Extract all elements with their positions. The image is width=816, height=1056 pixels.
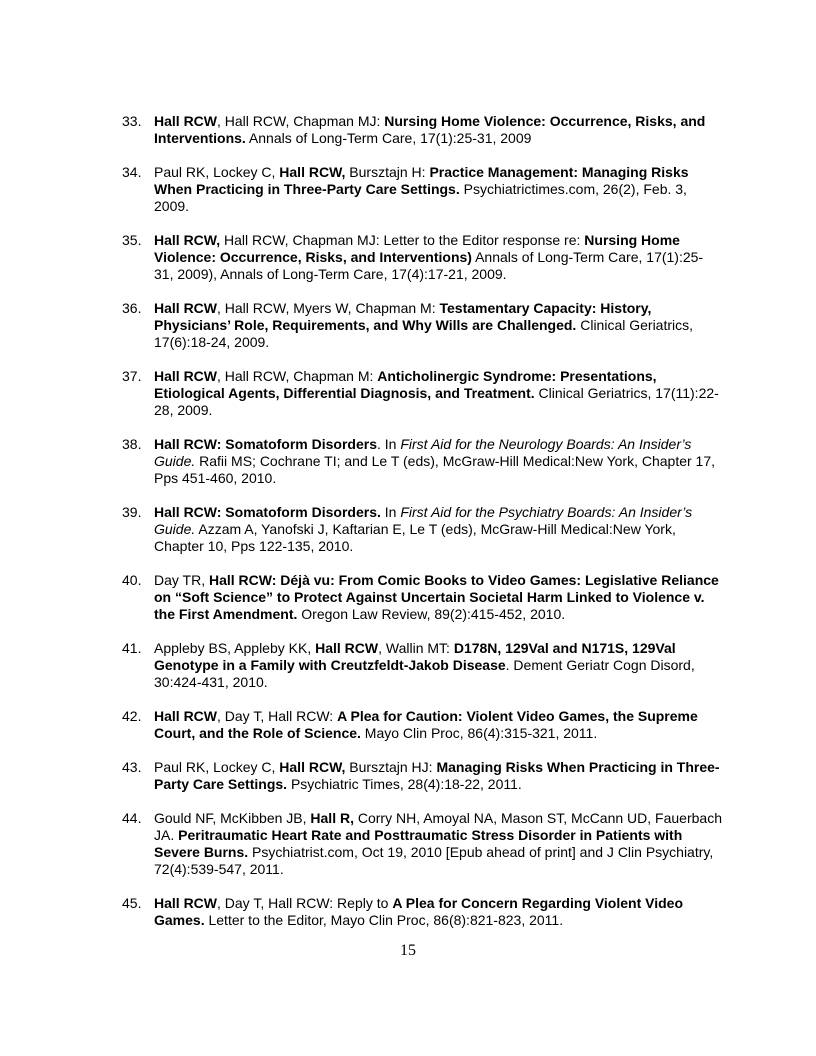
reference-entry (122, 572, 722, 623)
reference-number: 35. (122, 232, 142, 248)
reference-bold-text: Hall RCW: Somatoform Disorders. (154, 504, 381, 520)
reference-entry (122, 164, 722, 215)
reference-text: Gould NF, McKibben JB, (154, 810, 311, 826)
reference-text: . Dement Geriatr Cogn Disord, 30:424-431, 2010. (154, 657, 695, 690)
reference-number: 42. (122, 708, 142, 724)
reference-text: , Hall RCW, Myers W, Chapman M: (217, 300, 440, 316)
reference-bold-text: Anticholinergic Syndrome: Presentations, Etiological Agents, Differential Diagnosis, and Treatment. (154, 368, 657, 401)
reference-bold-text: Hall RCW (154, 300, 217, 316)
reference-number: 43. (122, 759, 142, 775)
reference-bold-text: Hall R, (310, 810, 354, 826)
reference-entry (122, 810, 722, 878)
reference-text: Bursztajn H: (345, 164, 430, 180)
reference-text: Bursztajn HJ: (345, 759, 437, 775)
reference-entry (122, 232, 722, 283)
reference-entry (122, 640, 722, 691)
reference-bold-text: Hall RCW (154, 708, 217, 724)
reference-text: Psychiatrist.com, Oct 19, 2010 [Epub ahead of print] and J Clin Psychiatry, 72(4):539-547, 2011. (154, 844, 714, 877)
reference-bold-text: Hall RCW, (279, 759, 346, 775)
reference-number: 38. (122, 436, 142, 452)
reference-text: Oregon Law Review, 89(2):415-452, 2010. (297, 606, 566, 622)
reference-text: Day TR, (154, 572, 209, 588)
reference-entry (122, 504, 722, 555)
reference-number: 37. (122, 368, 142, 384)
reference-bold-text: Nursing Home Violence: Occurrence, Risks, and Interventions. (154, 113, 706, 146)
reference-bold-text: Testamentary Capacity: History, Physicians’ Role, Requirements, and Why Wills are Challenged. (154, 300, 652, 333)
reference-bold-text: Hall RCW (154, 113, 217, 129)
reference-entry (122, 113, 722, 147)
reference-bold-text: Peritraumatic Heart Rate and Posttraumatic Stress Disorder in Patients with Severe Burns. (154, 827, 683, 860)
reference-number: 40. (122, 572, 142, 588)
reference-number: 45. (122, 895, 142, 911)
reference-entry (122, 895, 722, 929)
reference-text: , Hall RCW, Chapman MJ: (217, 113, 385, 129)
reference-number: 39. (122, 504, 142, 520)
reference-entry (122, 708, 722, 742)
reference-text: Letter to the Editor, Mayo Clin Proc, 86(8):821-823, 2011. (204, 912, 564, 928)
reference-number: 36. (122, 300, 142, 316)
reference-bold-text: Hall RCW: Somatoform Disorders (154, 436, 377, 452)
reference-text: Annals of Long-Term Care, 17(1):25-31, 2009), Annals of Long-Term Care, 17(4):17-21, 2009. (154, 249, 704, 282)
reference-italic-text: First Aid for the Psychiatry Boards: An Insider’s Guide. (154, 504, 693, 537)
reference-text: Psychiatric Times, 28(4):18-22, 2011. (287, 776, 522, 792)
reference-text: , Day T, Hall RCW: Reply to (217, 895, 393, 911)
reference-text: Annals of Long-Term Care, 17(1):25-31, 2009 (245, 130, 532, 146)
reference-text: Mayo Clin Proc, 86(4):315-321, 2011. (360, 725, 598, 741)
reference-text: Paul RK, Lockey C, (154, 759, 280, 775)
reference-bold-text: Hall RCW (154, 895, 217, 911)
reference-text: Appleby BS, Appleby KK, (154, 640, 316, 656)
reference-text: , Day T, Hall RCW: (217, 708, 338, 724)
reference-text: Corry NH, Amoyal NA, Mason ST, McCann UD, Fauerbach JA. (154, 810, 722, 843)
reference-text: Clinical Geriatrics, 17(11):22-28, 2009. (154, 385, 719, 418)
reference-entry (122, 436, 722, 487)
reference-text: Clinical Geriatrics, 17(6):18-24, 2009. (154, 317, 694, 350)
reference-text: Azzam A, Yanofski J, Kaftarian E, Le T (eds), McGraw-Hill Medical:New York, Chapter 10, Pps 122-135, 2010. (154, 521, 676, 554)
reference-bold-text: Hall RCW (154, 368, 217, 384)
reference-bold-text: Hall RCW: Déjà vu: From Comic Books to Video Games: Legislative Reliance on “Soft Science” to Protect Against Uncertain Societal Harm Linked to Violence v. the First Amendment. (154, 572, 719, 622)
reference-text: Paul RK, Lockey C, (154, 164, 280, 180)
reference-text: Hall RCW, Chapman MJ: Letter to the Editor response re: (220, 232, 585, 248)
reference-number: 44. (122, 810, 142, 826)
reference-bold-text: A Plea for Concern Regarding Violent Video Games. (154, 895, 683, 928)
reference-entry (122, 368, 722, 419)
reference-text: Rafii MS; Cochrane TI; and Le T (eds), McGraw-Hill Medical:New York, Chapter 17, Pps 451-460, 2010. (154, 453, 716, 486)
reference-bold-text: Hall RCW, (154, 232, 221, 248)
reference-text: , Wallin MT: (378, 640, 454, 656)
reference-bold-text: Hall RCW (315, 640, 379, 656)
reference-number: 34. (122, 164, 142, 180)
reference-number: 41. (122, 640, 142, 656)
reference-italic-text: First Aid for the Neurology Boards: An Insider’s Guide. (154, 436, 692, 469)
reference-number: 33. (122, 113, 142, 129)
reference-bold-text: A Plea for Caution: Violent Video Games, the Supreme Court, and the Role of Science. (154, 708, 698, 741)
reference-text: In (380, 504, 401, 520)
reference-bold-text: Hall RCW, (279, 164, 346, 180)
reference-entry (122, 759, 722, 793)
reference-bold-text: Nursing Home Violence: Occurrence, Risks, and Interventions) (154, 232, 680, 265)
reference-text: . In (377, 436, 401, 452)
page-number: 15 (400, 942, 416, 959)
reference-text: Psychiatrictimes.com, 26(2), Feb. 3, 2009. (154, 181, 687, 214)
reference-bold-text: Managing Risks When Practicing in Three-Party Care Settings. (154, 759, 720, 792)
reference-text: , Hall RCW, Chapman M: (217, 368, 378, 384)
reference-entry (122, 300, 722, 351)
reference-list (122, 113, 722, 946)
reference-bold-text: D178N, 129Val and N171S, 129Val Genotype in a Family with Creutzfeldt-Jakob Disease (154, 640, 676, 673)
reference-bold-text: Practice Management: Managing Risks When Practicing in Three-Party Care Settings. (154, 164, 689, 197)
